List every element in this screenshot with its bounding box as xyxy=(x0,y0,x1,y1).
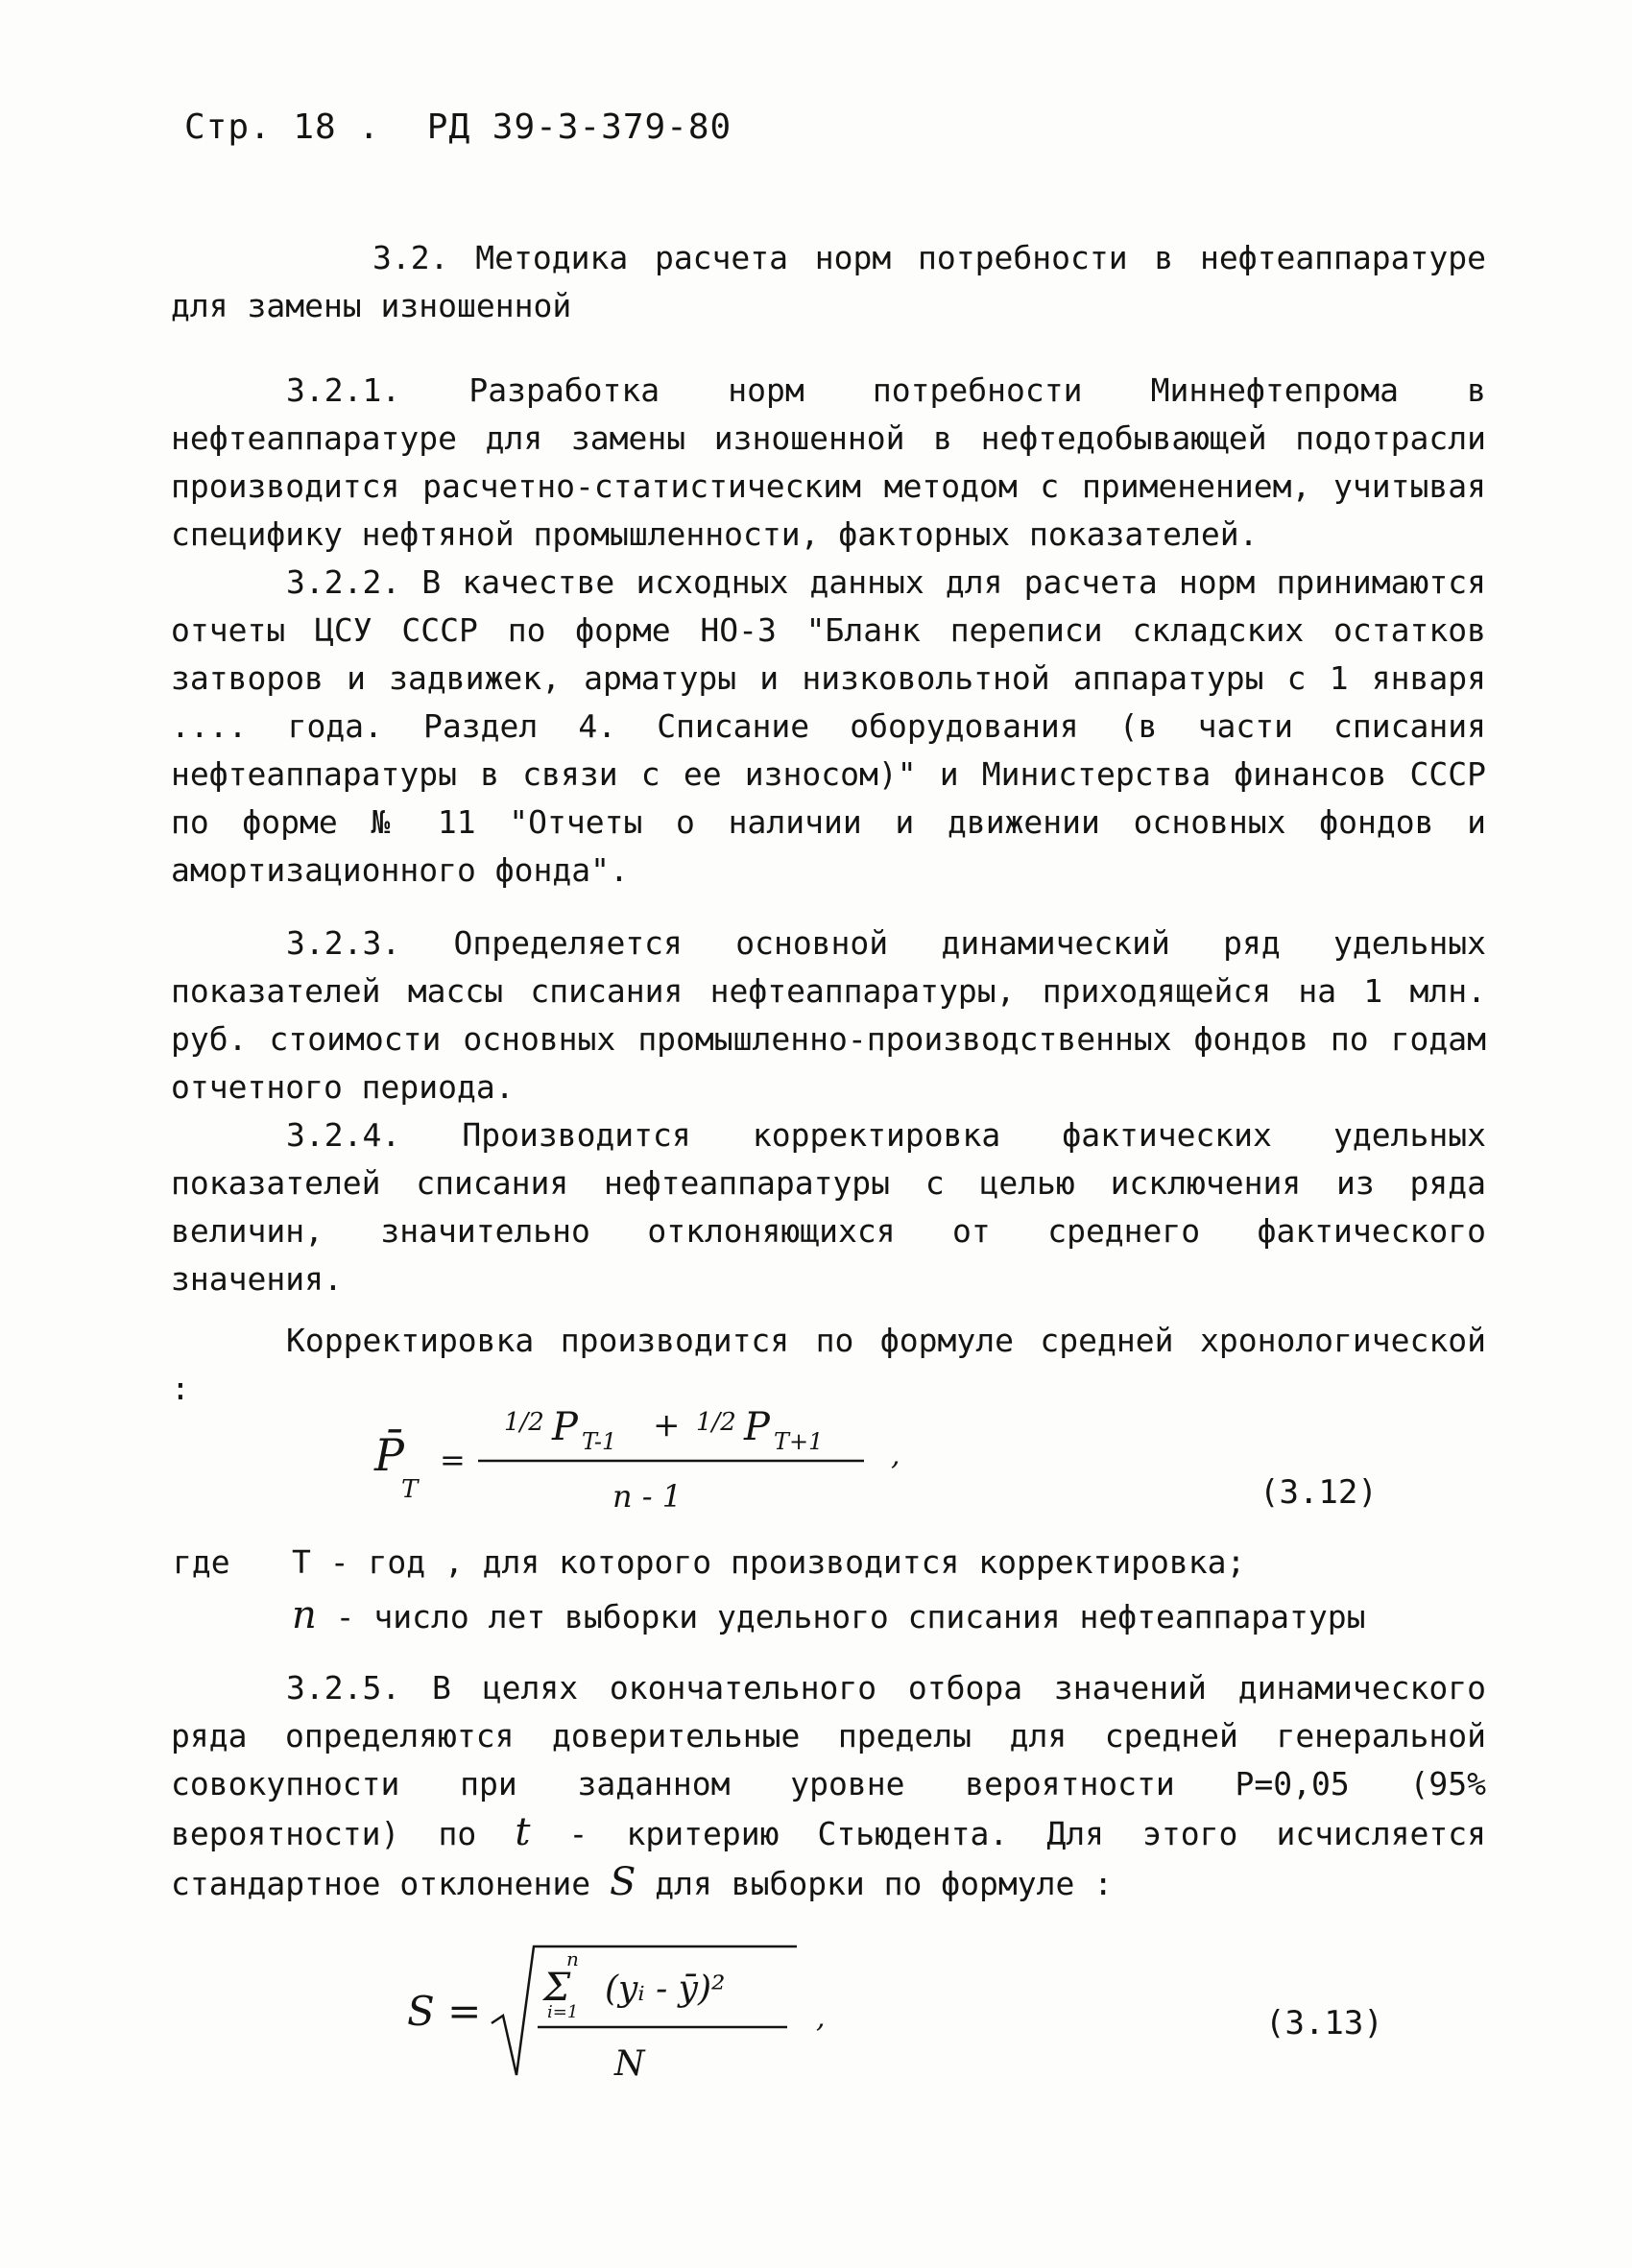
p325-text: 3.2.5. В целях окончательного отбора значений динамического ряда определяются доверительные пределы для средней генеральной совокупности при заданном уровне вероятности Р=0,05 (95% вероятности) по xyxy=(171,1669,1486,1852)
where-n-line xyxy=(292,1593,1366,1637)
section-title: 3.2. Методика расчета норм потребности в нефтеаппаратуре для замены изношенной xyxy=(171,239,1486,324)
correction-intro: Корректировка производится по формуле средней хронологической : xyxy=(171,1322,1486,1407)
where-label: где xyxy=(173,1543,230,1581)
paragraph-3-2-3: 3.2.3. Определяется основной динамический ряд удельных показателей массы списания нефтеаппаратуры, приходящейся на 1 млн. руб. стоимости основных промышленно-производственных фондов по годам отчетного периода. xyxy=(171,924,1486,1106)
document-code: РД 39-3-379-80 xyxy=(426,107,732,147)
sigma: Σ xyxy=(543,1966,571,2010)
half-1: 1/2 xyxy=(504,1408,544,1437)
formula-comma: , xyxy=(891,1439,900,1472)
p-2: P xyxy=(744,1405,770,1449)
formula-lhs-sub: T xyxy=(401,1475,419,1504)
equation-number-3-12: (3.12) xyxy=(1260,1473,1378,1512)
paragraph-3-2-4: 3.2.4. Производится корректировка фактических удельных показателей списания нефтеаппаратуры с целью исключения из ряда величин, значительно отклоняющихся от среднего фактического значения. xyxy=(171,1116,1486,1298)
p-1: P xyxy=(552,1405,578,1449)
where-block xyxy=(173,1543,1488,1649)
equation-number-3-13: (3.13) xyxy=(1265,2004,1383,2042)
formula-3-12 xyxy=(365,1382,979,1526)
half-2: 1/2 xyxy=(696,1408,736,1437)
formula-3-13 xyxy=(403,1931,864,2094)
t-symbol: t xyxy=(515,1810,531,1854)
where-t-line: Т - год , для которого производится корректировка; xyxy=(292,1543,1246,1581)
denominator: n - 1 xyxy=(612,1478,683,1515)
formula-lhs: P̄ xyxy=(374,1429,404,1481)
s-symbol: S xyxy=(609,1860,636,1904)
sum-upper: n xyxy=(566,1947,579,1970)
n-definition: - число лет выборки удельного списания нефтеаппаратуры xyxy=(335,1598,1366,1635)
formula-comma-313: , xyxy=(816,2001,826,2035)
sub-1: T-1 xyxy=(582,1428,617,1455)
n-symbol: n xyxy=(292,1593,317,1637)
sub-2: T+1 xyxy=(774,1428,824,1455)
plus-sign: + xyxy=(653,1406,681,1444)
page-number: Стр. 18 . xyxy=(184,107,381,147)
svg-text:=: = xyxy=(440,1442,466,1478)
paragraph-3-2-1: 3.2.1. Разработка норм потребности Миннефтепрома в нефтеаппаратуре для замены изношенной в нефтедобывающей подотрасли производится расчетно-статистическим методом с применением, учитывая специфику нефтяной промышленности, факторных показателей. xyxy=(171,371,1486,553)
paragraph-3-2-2: 3.2.2. В качестве исходных данных для расчета норм принимаются отчеты ЦСУ СССР по форме НО-3 "Бланк переписи складских остатков затворов и задвижек, арматуры и низковольтной аппаратуры с 1 января .... года. Раздел 4. Списание оборудования (в части списания нефтеаппаратуры в связи с ее износом)" и Министерства финансов СССР по форме № 11 "Отчеты о наличии и движении основных фондов и амортизационного фонда". xyxy=(171,563,1486,889)
p325-mid-text: - критерию Стьюдента. Для этого исчисляется стандартное отклонение xyxy=(171,1815,1487,1902)
paragraph-3-2-5 xyxy=(171,1664,1486,1908)
denominator-n: N xyxy=(614,2044,645,2084)
sum-lower: i=1 xyxy=(547,2002,579,2022)
s-lhs: S = xyxy=(407,1988,482,2035)
p325-end-text: для выборки по формуле : xyxy=(655,1865,1114,1902)
page-header xyxy=(184,107,756,147)
sum-term: (yᵢ - ȳ)² xyxy=(605,1970,726,2009)
